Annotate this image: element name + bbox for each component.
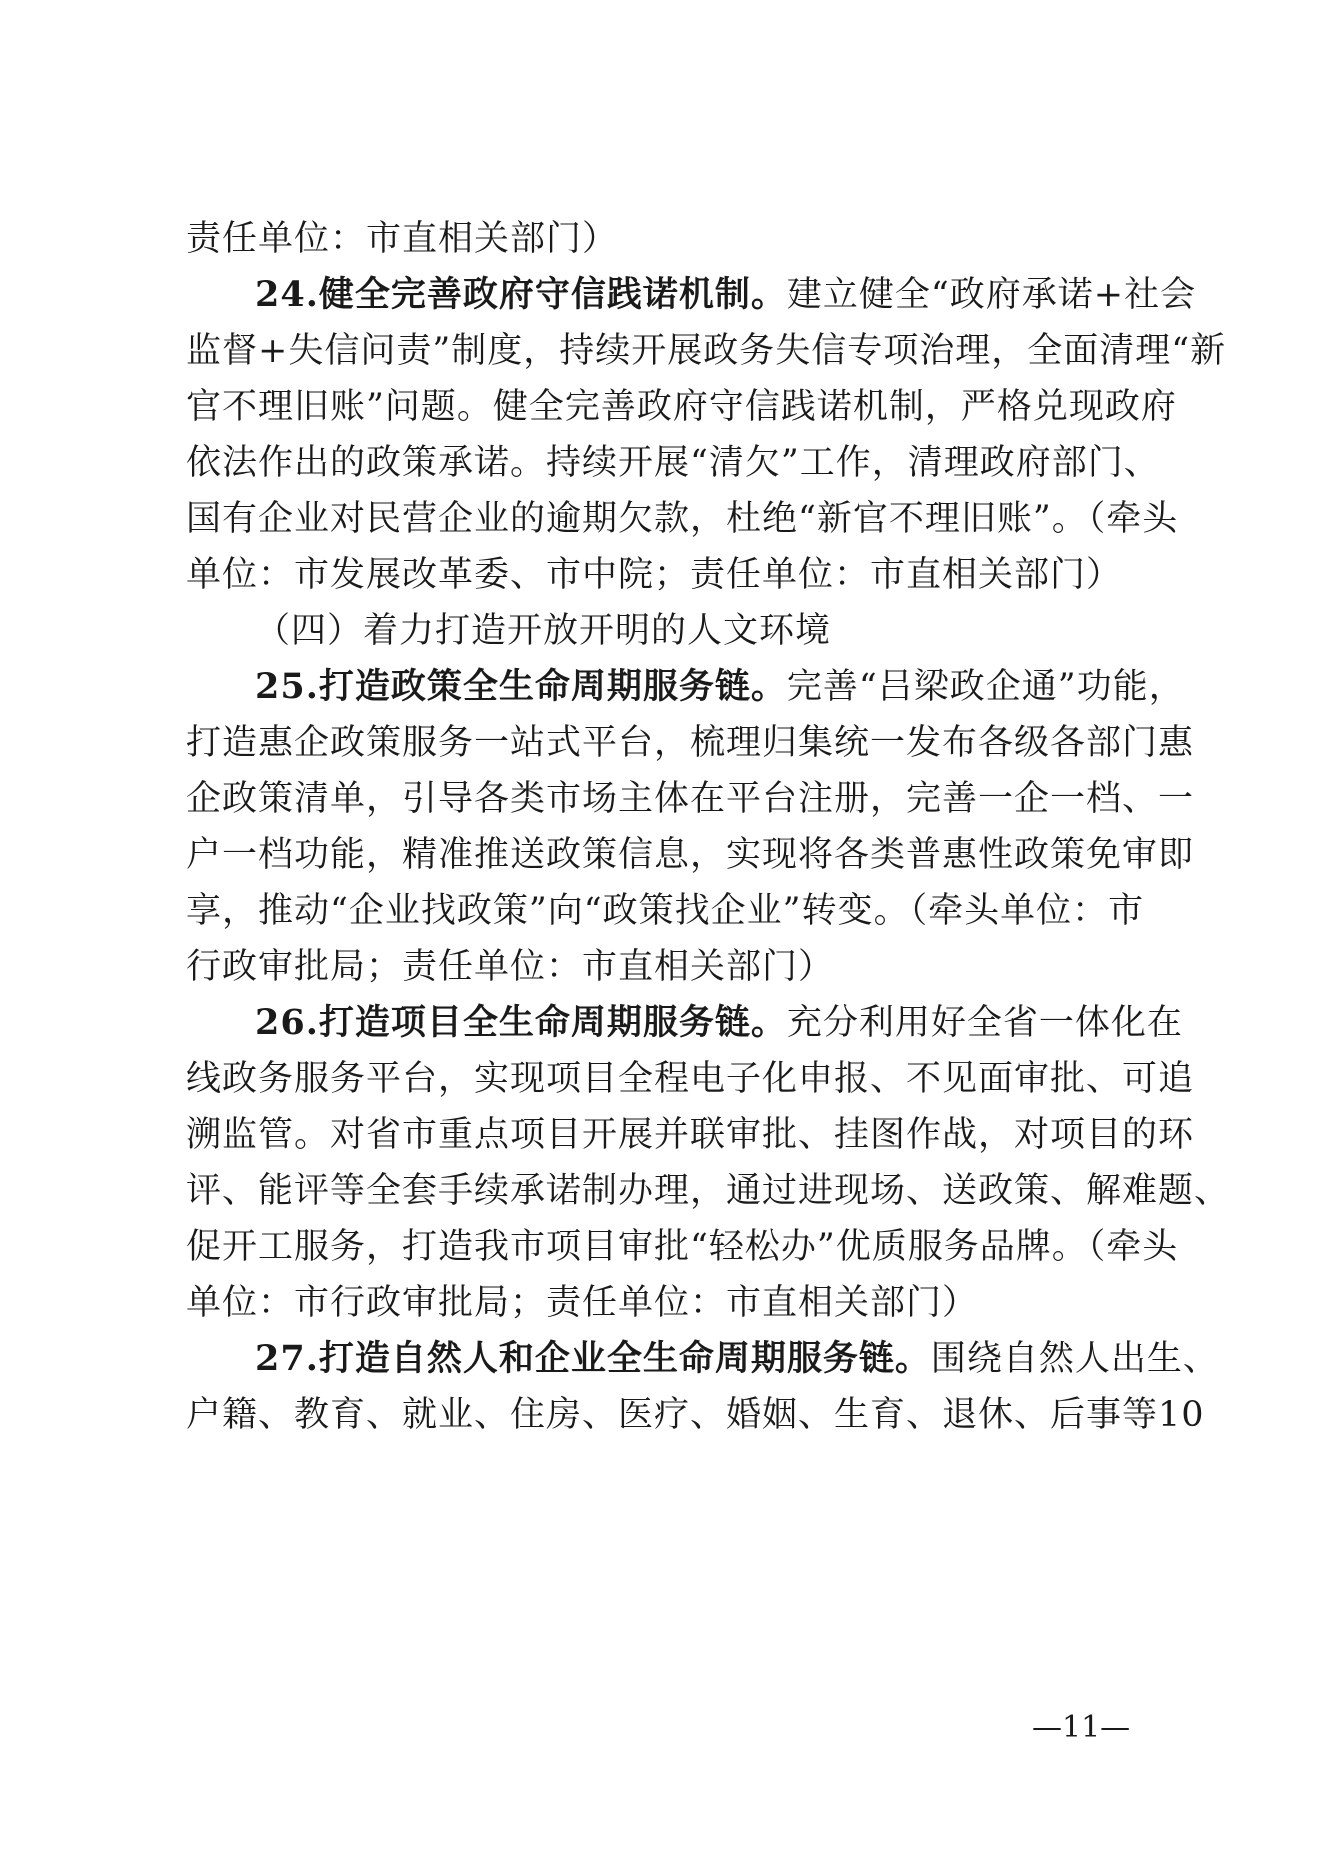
- section-heading-line: [255, 1336, 1255, 1382]
- text-line: [186, 440, 1186, 486]
- text-line: [186, 216, 1186, 262]
- line-text: 户一档功能，精准推送政策信息，实现将各类普惠性政策免审即: [186, 835, 1195, 875]
- line-text: 线政务服务平台，实现项目全程电子化申报、不见面审批、可追: [186, 1059, 1195, 1099]
- line-text: 国有企业对民营企业的逾期欠款，杜绝“新官不理旧账”。（牵头: [186, 499, 1179, 539]
- text-line: [186, 944, 1186, 990]
- page-number: —11—: [1032, 1710, 1131, 1745]
- text-line: [186, 776, 1195, 822]
- section-heading-line: [255, 664, 1255, 710]
- text-line: [186, 832, 1195, 878]
- line-text: 责任单位：市直相关部门）: [186, 219, 619, 259]
- line-text: 单位：市行政审批局；责任单位：市直相关部门）: [186, 1283, 979, 1323]
- text-line: [186, 552, 1186, 598]
- section-heading: 24.健全完善政府守信践诺机制。: [255, 274, 787, 315]
- line-text: 单位：市发展改革委、市中院；责任单位：市直相关部门）: [186, 555, 1123, 595]
- line-text: 行政审批局；责任单位：市直相关部门）: [186, 947, 835, 987]
- text-line: [186, 1168, 1231, 1214]
- section-heading-line: [255, 272, 1255, 318]
- text-line: [186, 1392, 1205, 1438]
- line-text: 依法作出的政策承诺。持续开展“清欠”工作，清理政府部门、: [186, 443, 1160, 483]
- text-line: [186, 496, 1186, 542]
- text-line: [186, 328, 1227, 374]
- text-line: [186, 888, 1186, 934]
- line-text: 监督+失信问责”制度，持续开展政务失信专项治理，全面清理“新: [186, 331, 1227, 371]
- subsection-heading: （四）着力打造开放开明的人文环境: [255, 611, 832, 651]
- line-text: 围绕自然人出生、: [930, 1339, 1219, 1379]
- section-heading: 25.打造政策全生命周期服务链。: [255, 666, 787, 707]
- section-heading: 27.打造自然人和企业全生命周期服务链。: [255, 1338, 931, 1379]
- text-line: [186, 720, 1195, 766]
- line-text: 官不理旧账”问题。健全完善政府守信践诺机制，严格兑现政府: [186, 387, 1177, 427]
- section-heading-line: [255, 1000, 1255, 1046]
- subsection-heading-line: [255, 608, 1255, 654]
- section-heading: 26.打造项目全生命周期服务链。: [255, 1002, 787, 1043]
- line-text: 建立健全“政府承诺+社会: [786, 275, 1197, 315]
- line-text: 享，推动“企业找政策”向“政策找企业”转变。（牵头单位：市: [186, 891, 1145, 931]
- text-line: [186, 384, 1186, 430]
- text-line: [186, 1280, 1186, 1326]
- line-text: 企政策清单，引导各类市场主体在平台注册，完善一企一档、一: [186, 779, 1195, 819]
- text-line: [186, 1224, 1186, 1270]
- line-text: 溯监管。对省市重点项目开展并联审批、挂图作战，对项目的环: [186, 1115, 1195, 1155]
- line-text: 完善“吕梁政企通”功能，: [786, 667, 1185, 707]
- text-line: [186, 1056, 1195, 1102]
- text-line: [186, 1112, 1195, 1158]
- line-text: 促开工服务，打造我市项目审批“轻松办”优质服务品牌。（牵头: [186, 1227, 1179, 1267]
- line-text: 打造惠企政策服务一站式平台，梳理归集统一发布各级各部门惠: [186, 723, 1195, 763]
- line-text: 户籍、教育、就业、住房、医疗、婚姻、生育、退休、后事等10: [186, 1395, 1205, 1435]
- line-text: 评、能评等全套手续承诺制办理，通过进现场、送政策、解难题、: [186, 1171, 1231, 1211]
- line-text: 充分利用好全省一体化在: [786, 1003, 1183, 1043]
